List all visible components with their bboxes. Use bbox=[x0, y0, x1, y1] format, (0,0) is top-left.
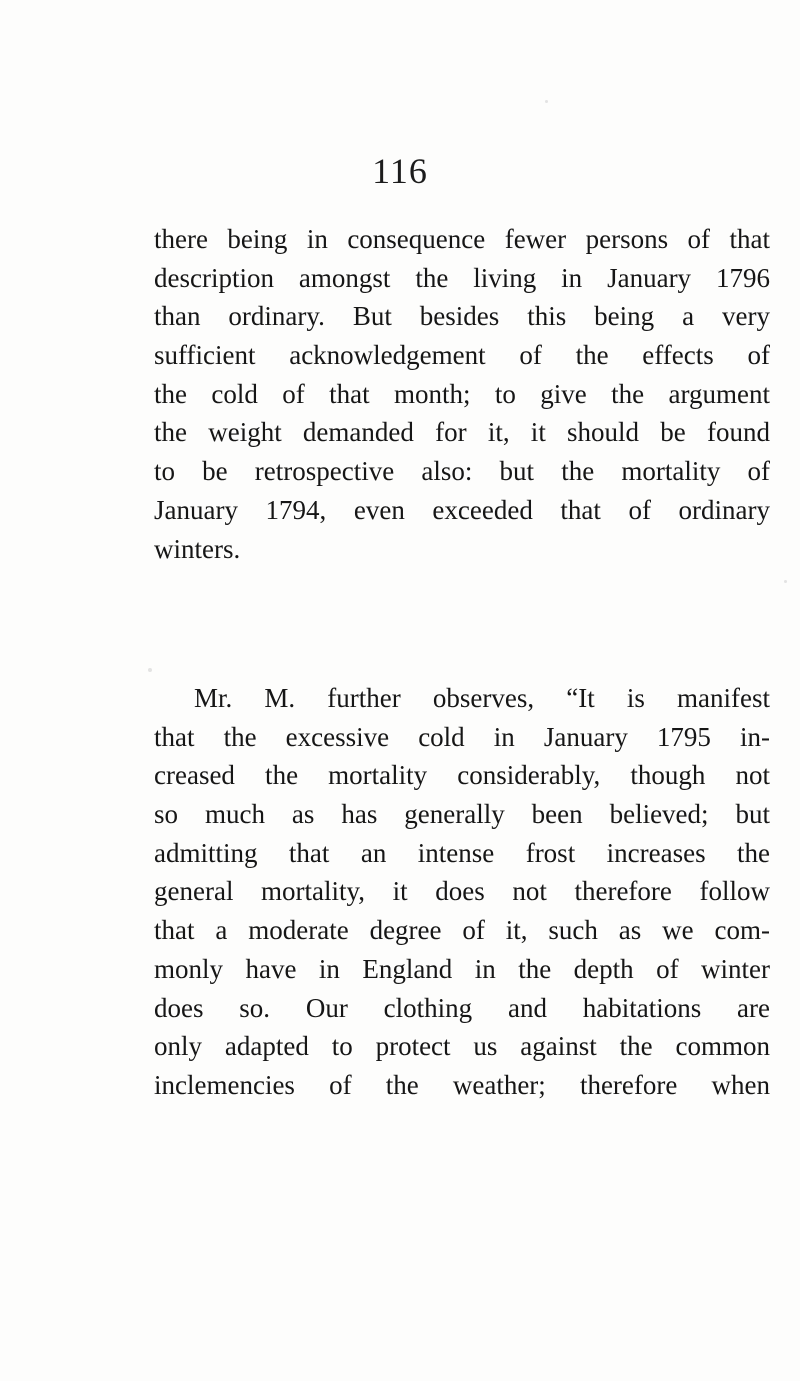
text-line: winters. bbox=[154, 533, 241, 564]
paragraph-1 bbox=[154, 220, 770, 568]
text-line: general mortality, it does not therefore follow bbox=[154, 876, 770, 907]
text-line: does so. Our clothing and habitations are bbox=[154, 992, 770, 1023]
text-line: only adapted to protect us against the common bbox=[154, 1031, 770, 1062]
paper-speck bbox=[148, 668, 152, 672]
text-line: the weight demanded for it, it should be found bbox=[154, 417, 770, 448]
text-line: sufficient acknowledgement of the effects of bbox=[154, 340, 770, 371]
paragraph-2 bbox=[154, 679, 770, 1105]
page-number: 116 bbox=[372, 151, 428, 191]
text-line: so much as has generally been believed; but bbox=[154, 799, 770, 830]
text-line: that a moderate degree of it, such as we com- bbox=[154, 915, 770, 946]
text-line: inclemencies of the weather; therefore when bbox=[154, 1069, 770, 1100]
text-line: than ordinary. But besides this being a very bbox=[154, 301, 770, 332]
text-line: Mr. M. further observes, “It is manifest bbox=[194, 683, 770, 713]
text-line: there being in consequence fewer persons of that bbox=[154, 224, 770, 254]
text-line: that the excessive cold in January 1795 in- bbox=[154, 721, 770, 752]
text-line: January 1794, even exceeded that of ordinary bbox=[154, 494, 770, 525]
paper-speck bbox=[784, 580, 787, 583]
text-line: admitting that an intense frost increases the bbox=[154, 837, 770, 868]
text-line: creased the mortality considerably, though not bbox=[154, 760, 770, 791]
text-line: the cold of that month; to give the argument bbox=[154, 378, 770, 409]
text-line: monly have in England in the depth of winter bbox=[154, 953, 770, 984]
text-line: description amongst the living in January 1796 bbox=[154, 262, 770, 293]
text-line: to be retrospective also: but the mortality of bbox=[154, 456, 770, 487]
paper-speck bbox=[545, 100, 548, 103]
